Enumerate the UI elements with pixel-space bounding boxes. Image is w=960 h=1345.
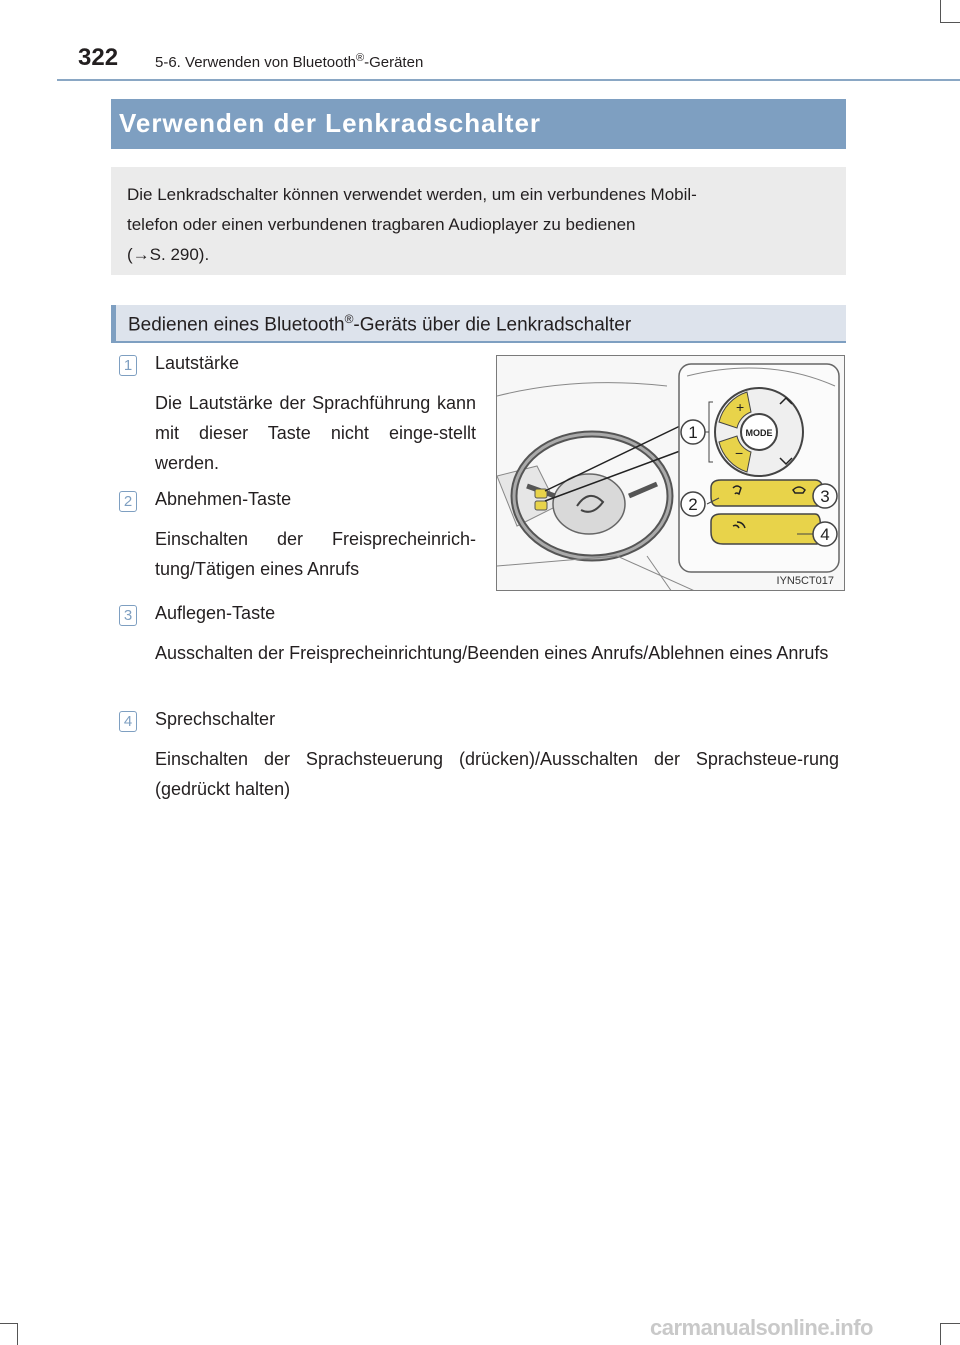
item-number-badge: 4 [119,711,137,732]
item-number-badge: 1 [119,355,137,376]
intro-box [111,167,846,275]
item-title: Sprechschalter [155,709,276,729]
mode-button-label: MODE [745,428,773,438]
intro-line: telefon oder einen verbundenen tragbaren Audioplayer zu bedienen [127,215,636,234]
running-header-title: 5-6. Verwenden von Bluetooth [155,54,356,71]
item-number-badge: 2 [119,491,137,512]
callout-number: 4 [820,525,830,544]
running-header-suffix: -Geräten [364,54,424,71]
svg-text:−: − [735,445,744,461]
page-number: 322 [78,44,119,71]
section-title: Verwenden der Lenkradschalter [119,108,542,138]
callout-number: 3 [820,487,830,506]
section-title-bar [111,99,846,149]
svg-text:+: + [736,399,745,415]
intro-line: (→S. 290). [127,245,210,264]
running-header [155,52,423,71]
callout-number: 1 [688,423,698,442]
item-description: Einschalten der Freisprecheinrich-tung/Tätigen eines Anrufs [155,529,476,579]
registered-mark: ® [344,312,354,326]
item-description: Ausschalten der Freisprecheinrichtung/Beenden eines Anrufs/Ablehnen eines Anrufs [155,643,829,663]
crop-mark [940,1323,960,1324]
crop-mark [0,1323,17,1324]
subsection-title-post: -Geräts über die Lenkradschalter [353,314,632,336]
header-rule [57,79,960,81]
subsection-title-pre: Bedienen eines Bluetooth [128,314,345,336]
item-description: Einschalten der Sprachsteuerung (drücken)/Ausschalten der Sprachsteue-rung (gedrückt halten) [155,749,839,799]
subsection-accent [111,305,116,341]
item-description: Die Lautstärke der Sprachführung kann mit dieser Taste nicht einge-stellt werden. [155,393,476,473]
item-title: Abnehmen-Taste [155,489,292,509]
illustration-drawing [497,356,845,591]
item-title: Lautstärke [155,353,240,373]
watermark: carmanualsonline.info [650,1315,873,1340]
subsection-bar [111,305,846,343]
steering-switch-illustration [496,355,845,591]
intro-text [127,180,832,270]
crop-mark [940,0,941,22]
crop-mark [17,1323,18,1345]
item-number-badge: 3 [119,605,137,626]
callout-number: 2 [688,495,698,514]
registered-mark: ® [355,52,365,64]
crop-mark [940,22,960,23]
item-title: Auflegen-Taste [155,603,276,623]
figure-code: IYN5CT017 [776,575,834,587]
crop-mark [940,1323,941,1345]
subsection-title [128,312,631,336]
intro-line: Die Lenkradschalter können verwendet werden, um ein verbundenes Mobil- [127,185,697,204]
